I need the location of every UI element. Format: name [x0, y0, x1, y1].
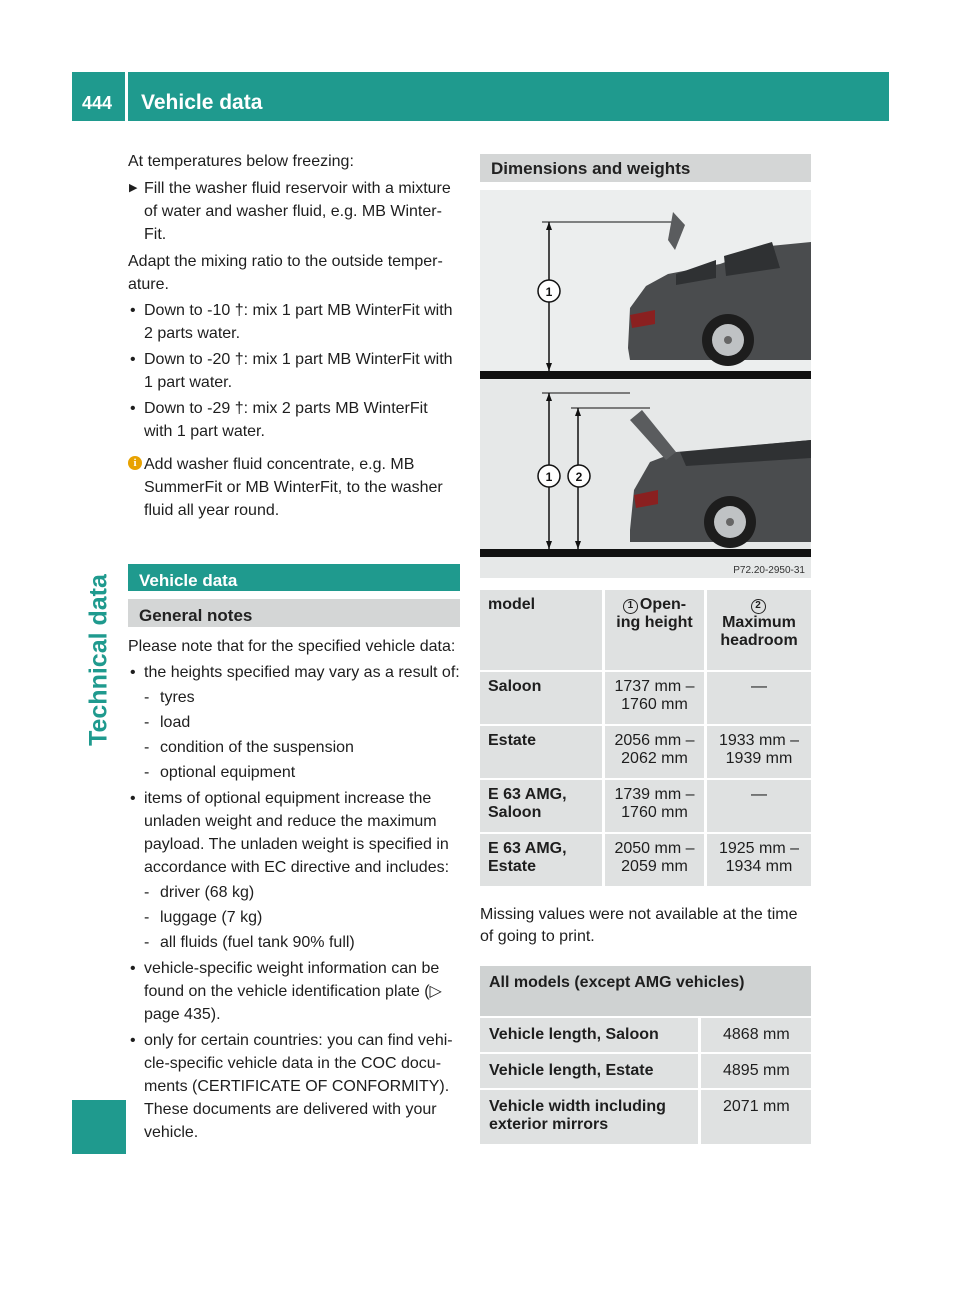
- general-intro: Please note that for the specified vehicle data:: [128, 638, 456, 655]
- table-header-row: [480, 590, 811, 670]
- table-row: E 63 AMG, Estate 2050 mm – 2059 mm 1925 mm – 1934 mm: [480, 834, 811, 886]
- dash-icon: -: [144, 884, 150, 901]
- table-row: Estate 2056 mm – 2062 mm 1933 mm – 1939 mm: [480, 726, 811, 778]
- bullet-icon: •: [130, 351, 136, 368]
- bullet-icon: •: [130, 400, 136, 417]
- table-row: Vehicle width including exterior mirrors 2071 mm: [480, 1090, 811, 1144]
- bullet-icon: •: [130, 1032, 136, 1049]
- callout-1b: 1: [545, 470, 553, 484]
- page-number: 444: [82, 93, 113, 113]
- sub-item-text: optional equipment: [160, 764, 296, 781]
- subsection-heading: General notes: [128, 599, 460, 627]
- table-row: Vehicle length, Saloon 4868 mm: [480, 1018, 811, 1052]
- bullet-icon: •: [130, 790, 136, 807]
- sub-item-text: load: [160, 714, 191, 731]
- right-column: [480, 154, 811, 1146]
- table-row: E 63 AMG, Saloon 1739 mm – 1760 mm —: [480, 780, 811, 832]
- sub-list-item: [128, 761, 460, 784]
- sub-list-item: [128, 686, 460, 709]
- dash-icon: -: [144, 714, 150, 731]
- bullet-text: vehicle-specific weight information can be found on the vehicle identification plate (▷ page 435).: [144, 960, 442, 1023]
- side-tab-marker: [72, 1100, 126, 1154]
- mix-item-text: Down to -20 †: mix 1 part MB WinterFit with 1 part water.: [144, 351, 453, 391]
- list-item: [128, 1029, 460, 1144]
- dimension-figure: [480, 190, 811, 578]
- dash-icon: -: [144, 739, 150, 756]
- mix-item-text: Down to -10 †: mix 1 part MB WinterFit with 2 parts water.: [144, 302, 453, 342]
- sub-item-text: all fluids (fuel tank 90% full): [160, 934, 355, 951]
- sub-list-item: [128, 881, 460, 904]
- bullet-icon: •: [130, 960, 136, 977]
- action-step: [128, 177, 460, 246]
- info-note-text: Add washer fluid concentrate, e.g. MB SummerFit or MB WinterFit, to the washer fluid all year round.: [144, 456, 443, 519]
- specs-header: All models (except AMG vehicles): [480, 966, 811, 1016]
- sub-item-text: driver (68 kg): [160, 884, 255, 901]
- table-header-row: [480, 966, 811, 1016]
- sub-item-text: condition of the suspension: [160, 739, 354, 756]
- col-header-opening-height: 1 Open-ing height: [602, 590, 704, 670]
- page-header: [72, 72, 889, 121]
- info-note: [128, 453, 460, 522]
- table-row: Saloon 1737 mm – 1760 mm —: [480, 672, 811, 724]
- callout-1-icon: 1: [623, 599, 638, 614]
- side-tab: [72, 560, 126, 760]
- specs-table: [480, 964, 811, 1146]
- side-tab-label: Technical data: [84, 574, 113, 746]
- section-heading: Vehicle data: [128, 564, 460, 591]
- bullet-text: only for certain countries: you can find vehi-cle-specific vehicle data in the COC docu-ments (CERTIFICATE OF CONFORMITY). These documents are delivered with your vehicle.: [144, 1032, 453, 1141]
- callout-2: 2: [575, 470, 583, 484]
- adapt-text: Adapt the mixing ratio to the outside temper-ature.: [128, 253, 443, 293]
- sub-item-text: luggage (7 kg): [160, 909, 263, 926]
- dash-icon: -: [144, 689, 150, 706]
- dash-icon: -: [144, 764, 150, 781]
- intro-text: At temperatures below freezing:: [128, 153, 354, 170]
- bullet-icon: •: [130, 302, 136, 319]
- action-text: Fill the washer fluid reservoir with a mixture of water and washer fluid, e.g. MB Winter-Fit.: [144, 180, 451, 243]
- section-heading: Dimensions and weights: [480, 154, 811, 182]
- bullet-text: the heights specified may vary as a result of:: [144, 664, 460, 681]
- left-column: [128, 150, 460, 1144]
- info-icon: i: [128, 456, 142, 470]
- dash-icon: -: [144, 909, 150, 926]
- arrow-icon: ▶: [129, 182, 138, 194]
- list-item: [128, 661, 460, 684]
- sub-list-item: [128, 906, 460, 929]
- header-divider: [125, 72, 128, 121]
- list-item: [128, 299, 460, 345]
- col-header-max-headroom: 2 Maximum headroom: [704, 590, 811, 670]
- table-row: Vehicle length, Estate 4895 mm: [480, 1054, 811, 1088]
- missing-values-note: Missing values were not available at the time of going to print.: [480, 906, 798, 945]
- dash-icon: -: [144, 934, 150, 951]
- list-item: [128, 957, 460, 1026]
- figure-ref-code: P72.20-2950-31: [733, 565, 805, 576]
- sub-list-item: [128, 711, 460, 734]
- callout-2-icon: 2: [751, 599, 766, 614]
- bullet-icon: •: [130, 664, 136, 681]
- col-header-model: model: [480, 590, 602, 670]
- dimensions-table: [480, 588, 811, 888]
- sub-list-item: [128, 736, 460, 759]
- list-item: [128, 787, 460, 879]
- sub-list-item: [128, 931, 460, 954]
- bullet-text: items of optional equipment increase the unladen weight and reduce the maximum payload. The unladen weight is specified in accordance with EC directive and includes:: [144, 790, 450, 876]
- car-height-diagram: [480, 190, 811, 578]
- list-item: [128, 397, 460, 443]
- page-title: Vehicle data: [141, 91, 263, 114]
- callout-1: 1: [545, 285, 553, 299]
- mix-item-text: Down to -29 †: mix 2 parts MB WinterFit with 1 part water.: [144, 400, 428, 440]
- sub-item-text: tyres: [160, 689, 195, 706]
- list-item: [128, 348, 460, 394]
